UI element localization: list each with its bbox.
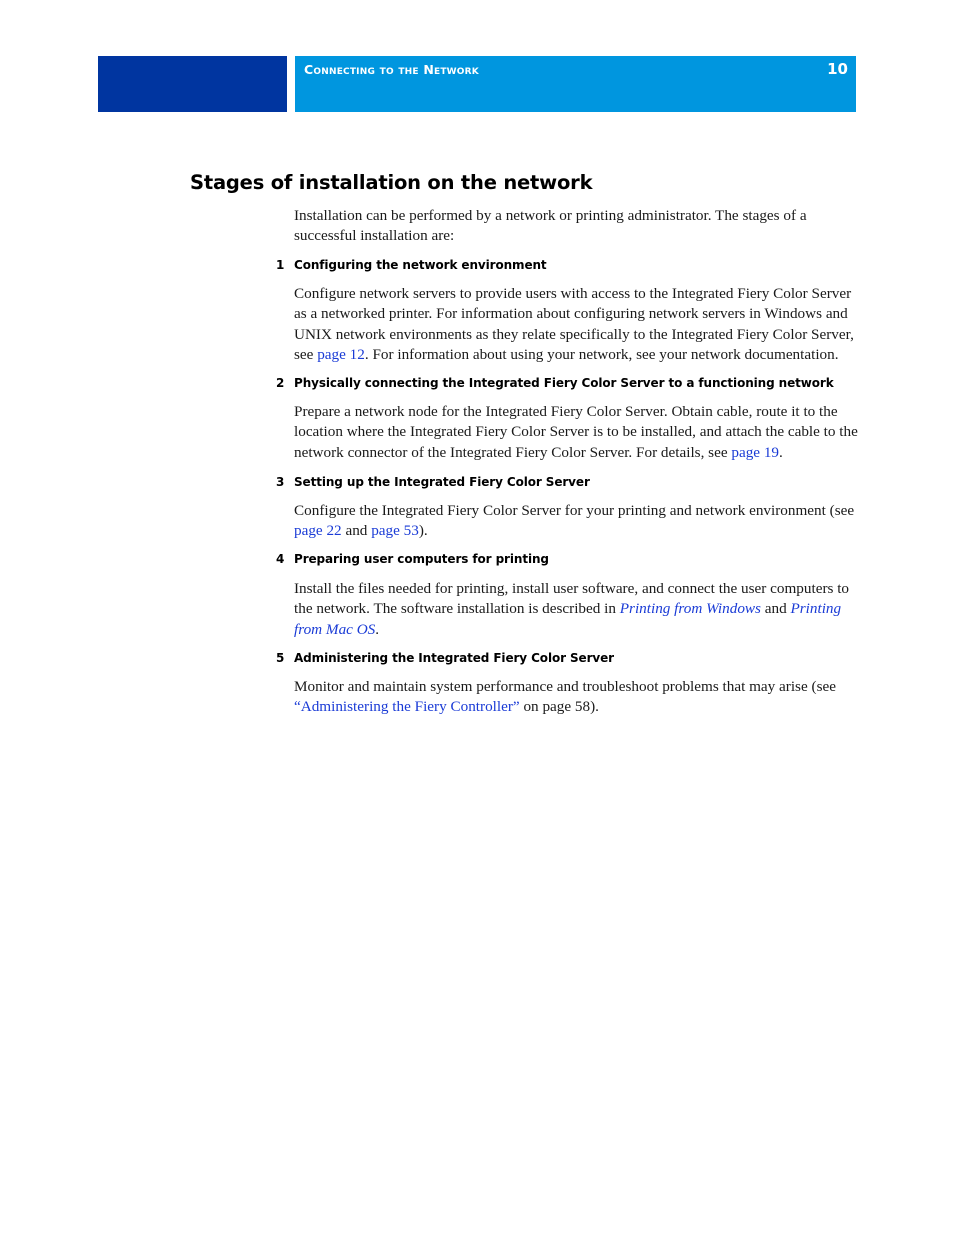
step-2-heading (276, 376, 834, 390)
step-1-text-end: . For information about using your network, see your network documentation. (364, 345, 839, 363)
step-2-text: Prepare a network node for the Integrated Fiery Color Server. Obtain cable, route it to the location where the Integrated Fiery Color Server is to be installed, and attach the cable to the network connector of the Integrated Fiery Color Server. For details, see (294, 403, 858, 461)
step-4-paragraph (294, 579, 859, 640)
step-1-title: Configuring the network environment (294, 258, 547, 272)
step-5-number: 5 (276, 651, 285, 665)
step-3-text: Configure the Integrated Fiery Color Server for your printing and network environment (see (294, 502, 855, 519)
step-1-heading (276, 258, 547, 272)
page-number: 10 (827, 60, 848, 78)
link-page-22[interactable]: page 22 (294, 522, 342, 540)
step-3-title: Setting up the Integrated Fiery Color Server (294, 475, 590, 489)
step-5-text: Monitor and maintain system performance and troubleshoot problems that may arise (see (294, 678, 836, 695)
step-1-text: Configure network servers to provide users with access to the Integrated Fiery Color Server as a networked printer. For information about configuring network servers in Windows and UNIX network environments as they relate specifically to the Integrated Fiery Color Server, see (294, 285, 854, 363)
section-title: Connecting to the Network (304, 62, 479, 77)
step-2-text-end: . (779, 443, 783, 461)
step-3-heading (276, 475, 590, 489)
link-page-19[interactable]: page 19 (731, 443, 780, 461)
step-5-text-end: on page 58). (519, 698, 599, 716)
step-4-title: Preparing user computers for printing (294, 552, 549, 566)
step-3-paragraph (294, 501, 859, 542)
step-5-heading (276, 651, 614, 665)
step-2-paragraph (294, 402, 859, 463)
step-5-paragraph (294, 677, 859, 718)
step-1-paragraph (294, 284, 859, 365)
header-block-left (98, 56, 287, 112)
step-2-number: 2 (276, 376, 285, 390)
link-page-53[interactable]: page 53 (371, 522, 419, 540)
header-bar (295, 56, 856, 112)
step-4-number: 4 (276, 552, 285, 566)
page-heading: Stages of installation on the network (190, 171, 593, 194)
step-5-title: Administering the Integrated Fiery Color Server (294, 651, 614, 665)
step-1-number: 1 (276, 258, 285, 272)
link-printing-from-mac-os[interactable]: Printing from Mac OS (294, 600, 842, 638)
step-4-text-mid: and (760, 600, 791, 618)
step-4-text-end: . (375, 620, 380, 638)
step-3-number: 3 (276, 475, 285, 489)
step-3-text-end: ). (418, 522, 428, 540)
step-2-title: Physically connecting the Integrated Fiery Color Server to a functioning network (294, 376, 834, 390)
step-4-heading (276, 552, 549, 566)
link-page-12[interactable]: page 12 (317, 345, 365, 363)
step-4-text: Install the files needed for printing, install user software, and connect the user computers to the network. The software installation is described in (294, 580, 850, 618)
link-printing-from-windows[interactable]: Printing from Windows (619, 600, 761, 618)
link-administering-fiery-controller[interactable]: “Administering the Fiery Controller” (294, 698, 520, 716)
step-3-text-mid: and (341, 522, 372, 540)
intro-paragraph: Installation can be performed by a network or printing administrator. The stages of a successful installation are: (294, 207, 807, 245)
